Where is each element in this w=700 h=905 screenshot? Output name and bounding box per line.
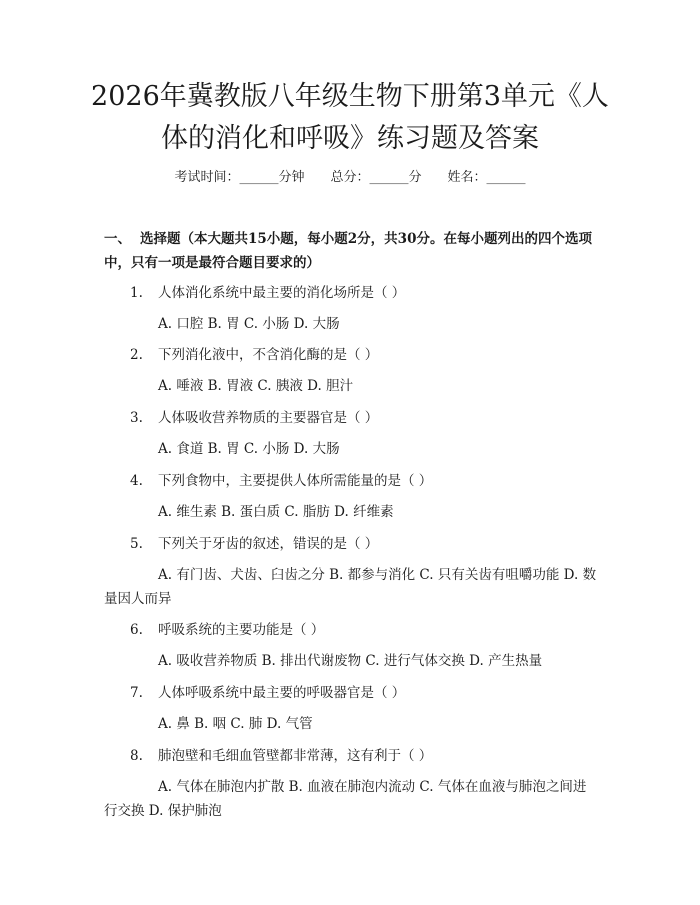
question-stem	[130, 746, 432, 766]
question-text: 人体消化系统中最主要的消化场所是（ ）	[158, 285, 406, 301]
question-stem	[130, 683, 405, 703]
question-number: 7.	[130, 685, 143, 701]
question-text: 下列关于牙齿的叙述，错误的是（ ）	[158, 536, 379, 552]
exam-meta-line	[0, 168, 700, 188]
question-options: A. 气体在肺泡内扩散 B. 血液在肺泡内流动 C. 气体在血液与肺泡之间进行交换 D. 保护肺泡	[104, 779, 587, 819]
section-heading-text: 选择题（本大题共15小题，每小题2分，共30分。在每小题列出的四个选项中，只有一项是最符合题目要求的）	[104, 231, 592, 271]
question-text: 肺泡壁和毛细血管壁都非常薄，这有利于（ ）	[158, 748, 433, 764]
question-options: A. 鼻 B. 咽 C. 肺 D. 气管	[158, 716, 313, 732]
exam-title: 2026年冀教版八年级生物下册第3单元《人体的消化和呼吸》练习题及答案	[91, 81, 609, 154]
question-text: 呼吸系统的主要功能是（ ）	[158, 622, 325, 638]
question-stem	[130, 534, 378, 554]
question-text: 下列消化液中，不含消化酶的是（ ）	[158, 347, 379, 363]
question-text: 人体呼吸系统中最主要的呼吸器官是（ ）	[158, 685, 406, 701]
question-text: 下列食物中，主要提供人体所需能量的是（ ）	[158, 473, 433, 489]
question-number: 2.	[130, 347, 143, 363]
exam-time-field: 考试时间：______分钟	[174, 170, 305, 185]
question-options: A. 维生素 B. 蛋白质 C. 脂肪 D. 纤维素	[158, 504, 394, 520]
question-number: 8.	[130, 748, 143, 764]
question-number: 5.	[130, 536, 143, 552]
question-text: 人体吸收营养物质的主要器官是（ ）	[158, 410, 379, 426]
question-number: 1.	[130, 285, 143, 301]
question-stem	[130, 283, 405, 303]
question-options: A. 有门齿、犬齿、臼齿之分 B. 都参与消化 C. 只有关齿有咀嚼功能 D. 数量因人而异	[104, 567, 597, 607]
question-number: 6.	[130, 622, 143, 638]
question-options: A. 唾液 B. 胃液 C. 胰液 D. 胆汁	[158, 378, 354, 394]
question-stem	[130, 620, 324, 640]
section-heading	[104, 227, 604, 275]
total-score-field: 总分：______分	[330, 170, 422, 185]
question-options: A. 食道 B. 胃 C. 小肠 D. 大肠	[158, 441, 340, 457]
question-number: 3.	[130, 410, 143, 426]
question-options: A. 吸收营养物质 B. 排出代谢废物 C. 进行气体交换 D. 产生热量	[158, 653, 543, 669]
question-stem	[130, 408, 378, 428]
question-number: 4.	[130, 473, 143, 489]
section-number: 一、	[104, 231, 131, 247]
student-name-field: 姓名：______	[447, 170, 526, 185]
question-stem	[130, 471, 432, 491]
question-options: A. 口腔 B. 胃 C. 小肠 D. 大肠	[158, 316, 340, 332]
question-stem	[130, 345, 378, 365]
